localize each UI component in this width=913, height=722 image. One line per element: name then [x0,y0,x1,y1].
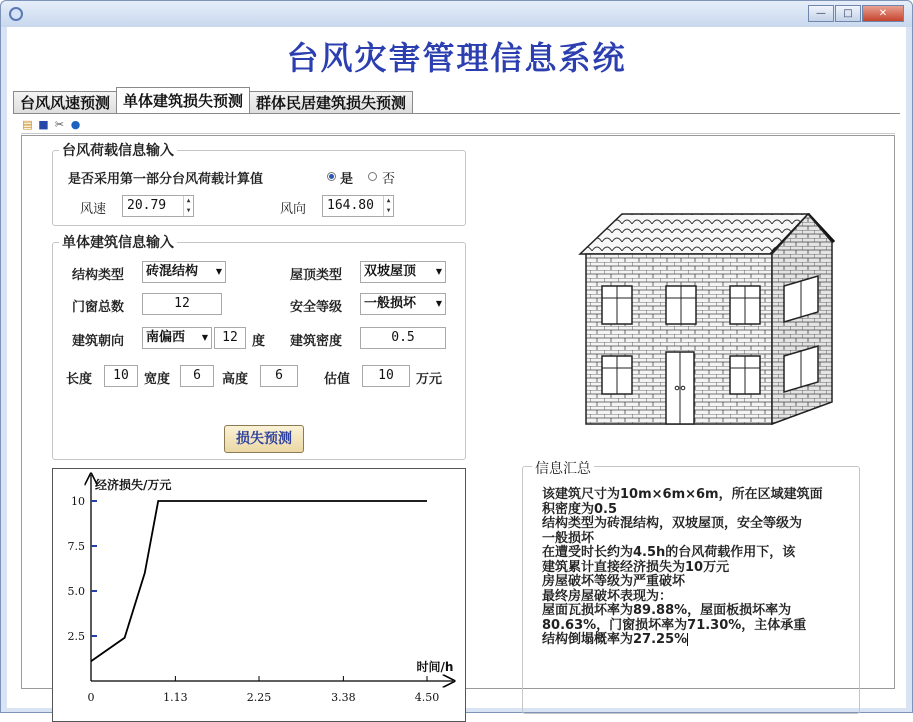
summary-line: 建筑累计直接经济损失为10万元 [542,559,730,575]
summary-textarea[interactable] [542,488,854,708]
house-illustration [562,206,842,436]
close-button[interactable]: ✕ [862,5,904,22]
minimize-button[interactable]: — [808,5,834,22]
tab-single-building-loss-prediction[interactable]: 单体建筑损失预测 [116,87,250,113]
window-controls [808,5,904,22]
spin-up-icon[interactable]: ▲ [386,197,391,204]
safety-level-select[interactable] [360,293,446,315]
cut-icon[interactable]: ✂ [54,118,65,131]
chevron-down-icon: ▼ [435,267,442,276]
wind-direction-input[interactable] [322,195,394,217]
client-area [7,27,906,708]
spin-up-icon[interactable]: ▲ [186,197,191,204]
summary-line: 结构倒塌概率为27.25% [542,632,688,647]
structure-type-label: 结构类型 [72,268,125,283]
radio-no[interactable] [368,172,377,181]
x-tick-label: 0 [87,691,95,704]
structure-type-value: 砖混结构 [146,264,199,279]
safety-level-value: 一般损坏 [364,296,417,311]
roof-type-label: 屋顶类型 [290,268,343,283]
loss-predict-button[interactable]: 损失预测 [224,425,304,453]
safety-level-label: 安全等级 [290,300,343,315]
wind-direction-label: 风向 [280,202,307,217]
summary-line: 积密度为0.5 [542,501,618,517]
y-axis-label: 经济损失/万元 [95,478,172,492]
roof-type-value: 双坡屋顶 [364,264,417,279]
help-icon[interactable]: ● [70,118,81,131]
wind-speed-input[interactable] [122,195,194,217]
x-axis-label: 时间/h [416,660,454,674]
chevron-down-icon: ▼ [435,299,442,308]
x-tick-label: 1.13 [163,691,188,704]
orientation-select[interactable] [142,327,212,349]
wind-direction-value: 164.80 [327,198,374,213]
y-tick-label: 10 [71,495,85,508]
length-label: 长度 [66,372,93,387]
x-tick-label: 4.50 [414,691,440,704]
valuation-input[interactable]: 10 [362,365,410,387]
roof-type-select[interactable] [360,261,446,283]
wind-speed-label: 风速 [80,202,107,217]
app-title: 台风灾害管理信息系统 [286,39,627,77]
height-label: 高度 [222,372,249,387]
orientation-degree-input[interactable]: 12 [214,327,246,349]
summary-line: 屋面瓦损坏率为89.88%，屋面板损坏率为 [542,603,792,618]
loss-chart-svg [53,469,465,721]
height-input[interactable]: 6 [260,365,298,387]
length-input[interactable]: 10 [104,365,138,387]
orientation-value: 南偏西 [146,330,186,345]
loss-chart [52,468,466,722]
toolbar [21,118,895,134]
app-icon [9,7,23,21]
tab-strip [13,87,412,113]
building-group-title: 单体建筑信息输入 [62,235,174,251]
chevron-down-icon: ▼ [201,333,208,342]
summary-line: 房屋破坏等级为严重破坏 [542,574,686,589]
folder-open-icon[interactable]: ▤ [22,118,33,131]
door-window-count-label: 门窗总数 [72,300,125,315]
structure-type-select[interactable] [142,261,226,283]
y-tick-label: 7.5 [67,540,85,553]
summary-line: 该建筑尺寸为10m×6m×6m，所在区域建筑面 [542,487,823,502]
radio-no-label: 否 [382,172,396,187]
maximize-button[interactable]: □ [835,5,861,22]
text-caret [687,633,688,646]
width-label: 宽度 [144,372,171,387]
summary-title: 信息汇总 [532,458,594,478]
loss-series-line [91,501,427,661]
wind-direction-spinner[interactable] [383,196,393,216]
valuation-label: 估值 [324,372,351,387]
y-tick-label: 5.0 [67,585,85,598]
load-group-title: 台风荷载信息输入 [62,143,174,159]
radio-yes-label: 是 [340,172,354,187]
house-side-wall [772,214,832,424]
density-input[interactable]: 0.5 [360,327,446,349]
spin-down-icon[interactable]: ▼ [386,207,391,214]
door-window-count-input[interactable]: 12 [142,293,222,315]
single-building-panel [21,135,895,704]
title-bar[interactable] [1,1,912,27]
summary-line: 80.63%，门窗损坏率为71.30%，主体承重 [542,617,807,633]
chevron-down-icon: ▼ [215,267,222,276]
radio-yes[interactable] [327,172,336,181]
use-part1-label: 是否采用第一部分台风荷载计算值 [68,172,264,187]
valuation-unit-label: 万元 [416,372,443,387]
degree-unit-label: 度 [252,334,266,349]
tab-group-residence-loss-prediction[interactable]: 群体民居建筑损失预测 [249,91,413,113]
summary-line: 在遭受时长约为4.5h的台风荷载作用下，该 [542,545,796,560]
summary-line: 最终房屋破坏表现为： [542,588,673,604]
density-label: 建筑密度 [290,334,343,349]
width-input[interactable]: 6 [180,365,214,387]
summary-line: 一般损坏 [542,530,595,546]
x-tick-label: 3.38 [331,691,356,704]
y-tick-label: 2.5 [67,630,85,643]
spin-down-icon[interactable]: ▼ [186,207,191,214]
wind-speed-spinner[interactable] [183,196,193,216]
save-icon[interactable]: ■ [38,118,49,131]
orientation-label: 建筑朝向 [72,334,125,349]
house-front-wall [586,254,772,424]
summary-line: 结构类型为砖混结构，双坡屋顶，安全等级为 [542,516,803,531]
tab-wind-speed-prediction[interactable]: 台风风速预测 [13,91,117,113]
x-tick-label: 2.25 [246,691,272,704]
wind-speed-value: 20.79 [127,198,167,213]
